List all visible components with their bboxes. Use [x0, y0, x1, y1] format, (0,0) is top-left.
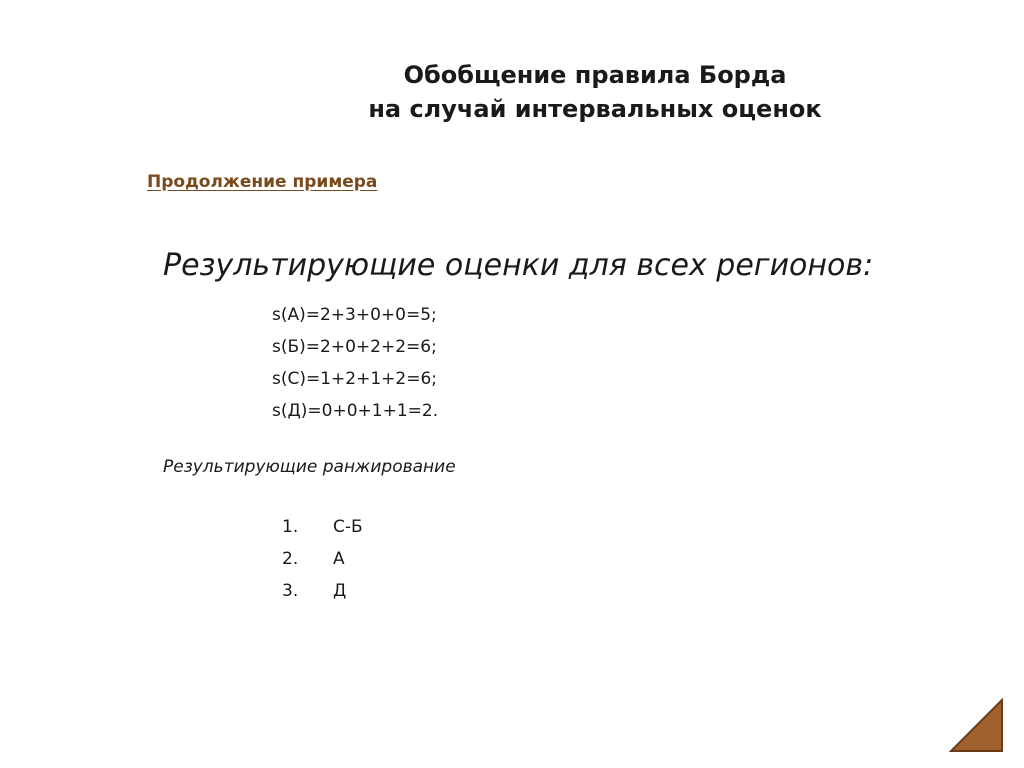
ranking-label: А — [333, 549, 345, 569]
continuation-link[interactable]: Продолжение примера — [147, 172, 378, 192]
ranking-heading: Результирующие ранжирование — [163, 457, 456, 477]
next-slide-button[interactable] — [949, 698, 1004, 753]
score-item-b: s(Б)=2+0+2+2=6; — [272, 337, 437, 357]
ranking-item — [282, 511, 363, 543]
score-item-a: s(A)=2+3+0+0=5; — [272, 305, 437, 325]
ranking-list — [282, 511, 363, 607]
ranking-label: Д — [333, 581, 347, 601]
ranking-item — [282, 575, 363, 607]
triangle-next-icon — [949, 698, 1004, 753]
ranking-number: 2. — [282, 549, 299, 569]
ranking-label: С-Б — [333, 517, 363, 537]
section-heading: Результирующие оценки для всех регионов: — [163, 248, 874, 283]
slide-title — [0, 58, 1024, 126]
title-line-2: на случай интервальных оценок — [368, 95, 822, 123]
scores-list — [272, 299, 438, 427]
score-item-d: s(Д)=0+0+1+1=2. — [272, 401, 439, 421]
ranking-item — [282, 543, 363, 575]
title-line-1: Обобщение правила Борда — [403, 61, 787, 89]
ranking-number: 1. — [282, 517, 299, 537]
ranking-number: 3. — [282, 581, 299, 601]
score-item-c: s(C)=1+2+1+2=6; — [272, 369, 438, 389]
